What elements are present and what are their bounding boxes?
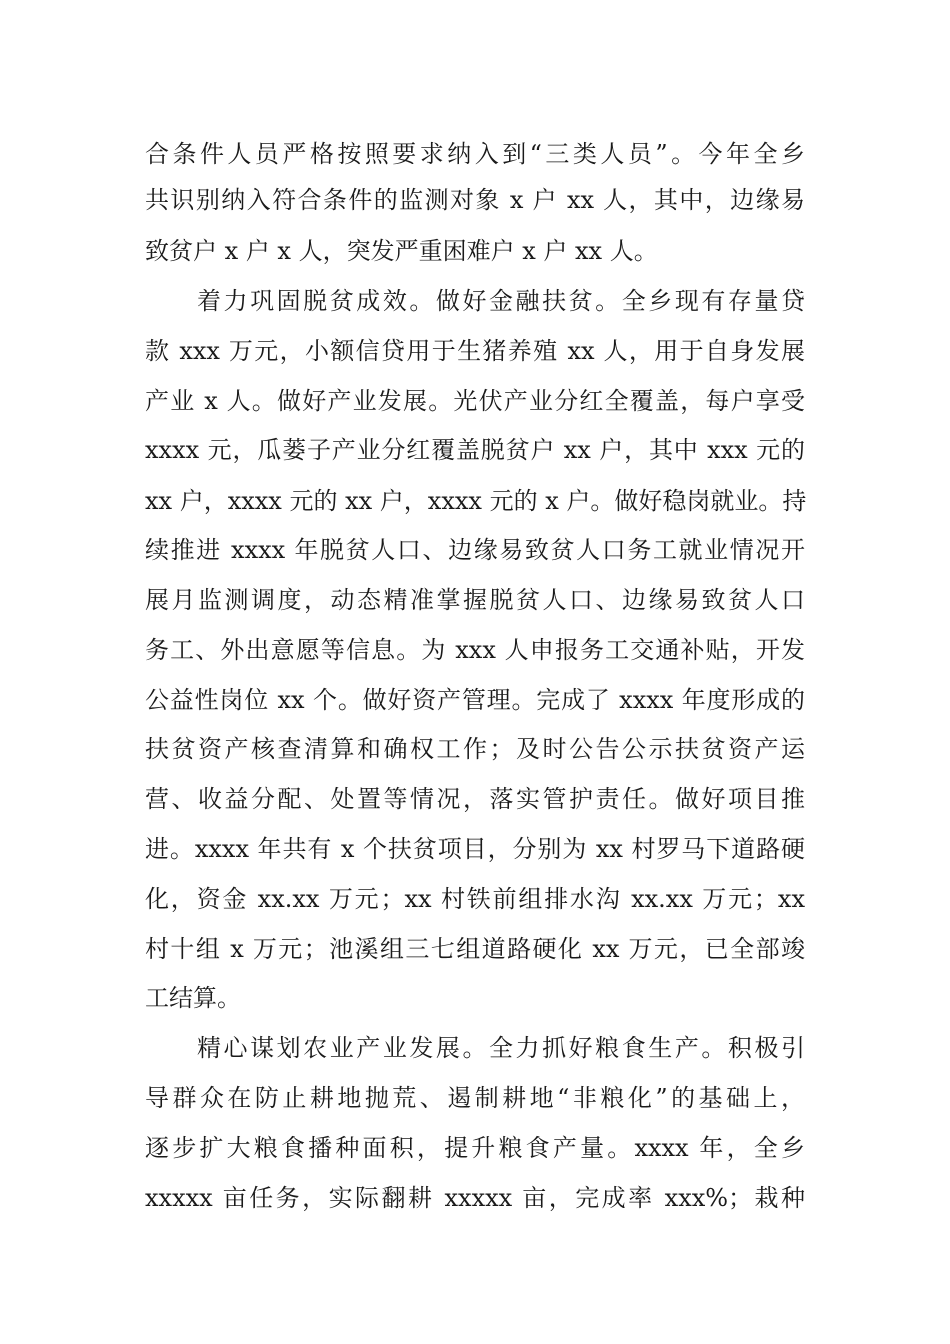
paragraph-first-line: 精心谋划农业产业发展。全力抓好粮食生产。积极引 [197,1034,805,1062]
text-line: 扶贫资产核查清算和确权工作；及时公告公示扶贫资产运 [145,735,805,763]
text-line: 展月监测调度，动态精准掌握脱贫人口、边缘易致贫人口 [145,586,805,614]
text-line: 续推进 xxxx 年脱贫人口、边缘易致贫人口务工就业情况开 [145,536,805,564]
text-line: 务工、外出意愿等信息。为 xxx 人申报务工交通补贴，开发 [145,636,805,664]
text-line: 公益性岗位 xx 个。做好资产管理。完成了 xxxx 年度形成的 [145,686,805,714]
text-line: 共识别纳入符合条件的监测对象 x 户 xx 人，其中，边缘易 [145,186,805,214]
text-line: 进。xxxx 年共有 x 个扶贫项目，分别为 xx 村罗马下道路硬 [145,835,805,863]
text-line: 逐步扩大粮食播种面积，提升粮食产量。xxxx 年，全乡 [145,1134,805,1162]
text-line: 村十组 x 万元；池溪组三七组道路硬化 xx 万元，已全部竣 [145,935,805,963]
paragraph-first-line: 着力巩固脱贫成效。做好金融扶贫。全乡现有存量贷 [197,287,805,315]
text-line: 款 xxx 万元，小额信贷用于生猪养殖 xx 人，用于自身发展 [145,337,805,365]
text-line: 工结算。 [145,984,241,1012]
text-line: 导群众在防止耕地抛荒、遏制耕地“非粮化”的基础上， [145,1084,805,1112]
text-line: xx 户，xxxx 元的 xx 户，xxxx 元的 x 户。做好稳岗就业。持 [145,487,807,515]
text-line: 致贫户 x 户 x 人，突发严重困难户 x 户 xx 人。 [145,237,658,265]
text-line: xxxxx 亩任务，实际翻耕 xxxxx 亩，完成率 xxx%；栽种 [145,1184,805,1212]
text-line: 营、收益分配、处置等情况，落实管护责任。做好项目推 [145,785,805,813]
text-line: 化，资金 xx.xx 万元；xx 村铁前组排水沟 xx.xx 万元；xx [145,885,805,913]
text-line: 产业 x 人。做好产业发展。光伏产业分红全覆盖，每户享受 [145,387,805,415]
text-line: 合条件人员严格按照要求纳入到“三类人员”。今年全乡 [145,140,805,168]
text-line: xxxx 元，瓜蒌子产业分红覆盖脱贫户 xx 户，其中 xxx 元的 [145,436,805,464]
